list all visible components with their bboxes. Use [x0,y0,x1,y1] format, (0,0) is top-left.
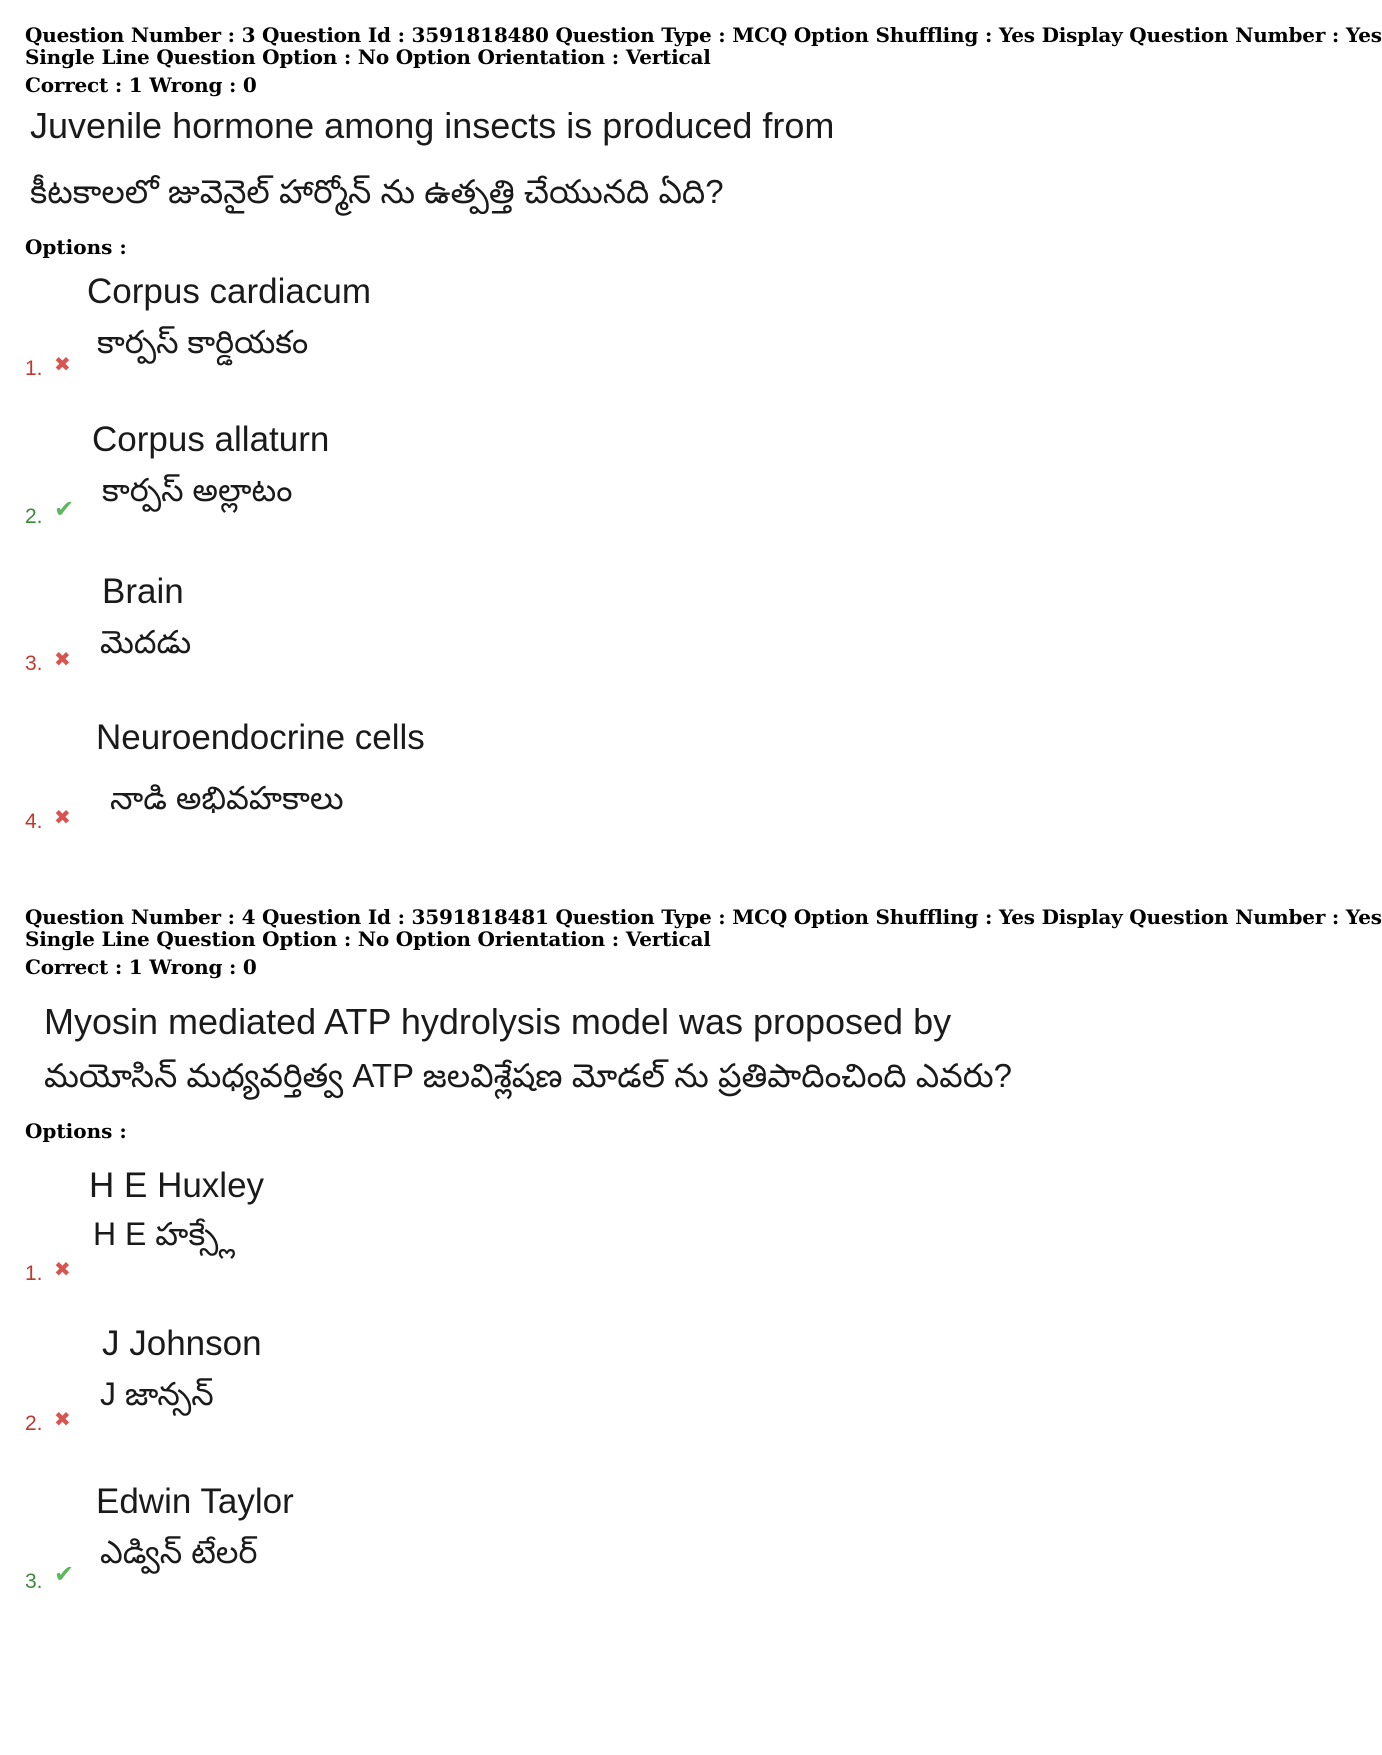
option-text-english: Corpus allaturn [92,420,330,459]
question-meta-line: Single Line Question Option : No Option Orientation : Vertical [25,927,711,951]
cross-icon: ✖ [54,1257,71,1281]
question-score-line: Correct : 1 Wrong : 0 [25,73,257,97]
question-text-telugu: కీటకాలలో జువెనైల్ హార్మోన్ ను ఉత్పత్తి చేయునది ఏది? [30,173,724,210]
question-text-english: Juvenile hormone among insects is produced from [30,105,835,146]
cross-icon: ✖ [54,1407,71,1431]
option-text-telugu: నాడి అభివహకాలు [110,780,344,816]
option-text-english: J Johnson [102,1324,262,1363]
question-meta-line: Single Line Question Option : No Option Orientation : Vertical [25,45,711,69]
question-text-english: Myosin mediated ATP hydrolysis model was proposed by [44,1001,952,1042]
option-number: 3. [25,1570,43,1593]
option-text-telugu: మెదడు [100,624,192,660]
cross-icon: ✖ [54,805,71,829]
option-number: 4. [25,810,43,833]
option-number: 3. [25,652,43,675]
option-text-english: Corpus cardiacum [87,272,371,311]
option-text-telugu: H E హక్స్లే [93,1216,235,1252]
option-text-telugu: కార్పస్ అల్లాటం [102,472,293,508]
question-score-line: Correct : 1 Wrong : 0 [25,955,257,979]
cross-icon: ✖ [54,647,71,671]
option-text-english: Edwin Taylor [96,1482,294,1521]
option-text-telugu: J జాన్సన్ [100,1376,214,1412]
option-text-telugu: ఎడ్విన్ టేలర్ [100,1534,258,1570]
option-text-english: Brain [102,572,184,611]
check-icon: ✔ [54,1560,75,1588]
question-meta-line: Question Number : 3 Question Id : 3591818480 Question Type : MCQ Option Shuffling : Yes Display Question Number : Yes [25,23,1382,47]
option-number: 1. [25,1262,43,1285]
check-icon: ✔ [54,495,75,523]
option-text-english: Neuroendocrine cells [96,718,425,757]
cross-icon: ✖ [54,352,71,376]
option-text-telugu: కార్పస్ కార్డియకం [97,324,309,360]
option-number: 2. [25,1412,43,1435]
question-meta-line: Question Number : 4 Question Id : 3591818481 Question Type : MCQ Option Shuffling : Yes Display Question Number : Yes [25,905,1382,929]
option-number: 2. [25,505,43,528]
question-text-telugu: మయోసిన్ మధ్యవర్తిత్వ ATP జలవిశ్లేషణ మోడల్ ను ప్రతిపాదించింది ఎవరు? [44,1057,1013,1094]
options-label: Options : [25,1119,127,1143]
option-text-english: H E Huxley [89,1166,265,1205]
option-number: 1. [25,357,43,380]
options-label: Options : [25,235,127,259]
